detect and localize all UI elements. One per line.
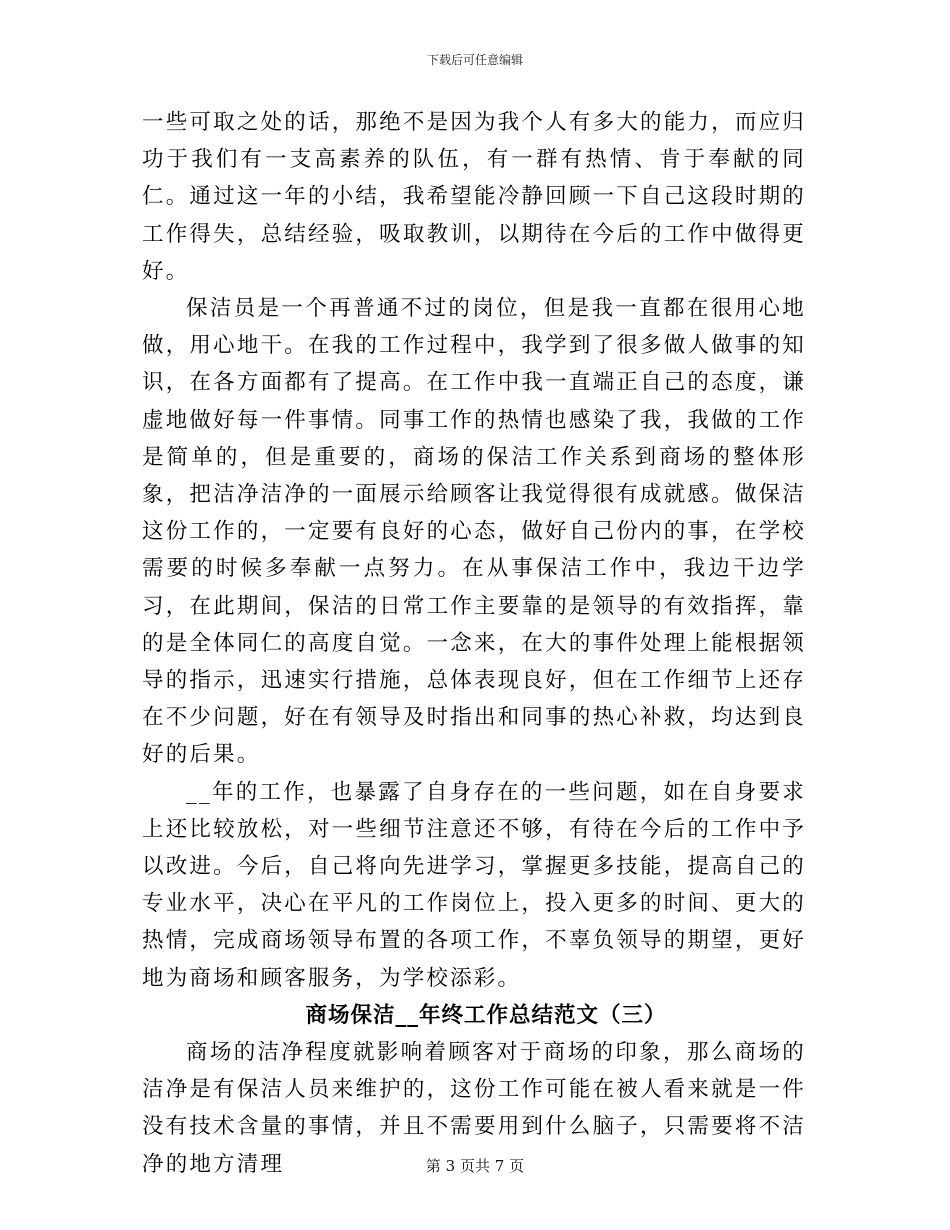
section-title: 商场保洁__年终工作总结范文（三）: [305, 1002, 667, 1028]
paragraph-section-intro: 商场的洁净程度就影响着顾客对于商场的印象，那么商场的洁净是有保洁人员来维护的，这份工作可能在被人看来就是一件没有技术含量的事情，并且不需要用到什么脑子，只需要将不洁净的地方清理: [142, 1040, 806, 1177]
paragraph-shortcomings: __年的工作，也暴露了自身存在的一些问题，如在自身要求上还比较放松，对一些细节注意还不够，有待在今后的工作中予以改进。今后，自己将向先进学习，掌握更多技能，提高自己的专业水平，决心在平凡的工作岗位上，投入更多的时间、更大的热情，完成商场领导布置的各项工作，不辜负领导的期望，更好地为商场和顾客服务，为学校添彩。: [142, 779, 806, 991]
page-header: 下载后可任意编辑: [426, 53, 523, 67]
document-body: [142, 104, 806, 1183]
page-number: 第 3 页共 7 页: [425, 1157, 525, 1175]
paragraph-cleaner-role: 保洁员是一个再普通不过的岗位，但是我一直都在很用心地做，用心地干。在我的工作过程中，我学到了很多做人做事的知识，在各方面都有了提高。在工作中我一直端正自己的态度，谦虚地做好每一件事情。同事工作的热情也感染了我，我做的工作是简单的，但是重要的，商场的保洁工作关系到商场的整体形象，把洁净洁净的一面展示给顾客让我觉得很有成就感。做保洁这份工作的，一定要有良好的心态，做好自己份内的事，在学校需要的时候多奉献一点努力。在从事保洁工作中，我边干边学习，在此期间，保洁的日常工作主要靠的是领导的有效指挥，靠的是全体同仁的高度自觉。一念来，在大的事件处理上能根据领导的指示，迅速实行措施，总体表现良好，但在工作细节上还存在不少问题，好在有领导及时指出和同事的热心补救，均达到良好的后果。: [142, 296, 806, 768]
paragraph-continuation: 一些可取之处的话，那绝不是因为我个人有多大的能力，而应归功于我们有一支高素养的队伍，有一群有热情、肯于奉献的同仁。通过这一年的小结，我希望能冷静回顾一下自己这段时期的工作得失，总结经验，吸取教训，以期待在今后的工作中做得更好。: [142, 110, 806, 284]
